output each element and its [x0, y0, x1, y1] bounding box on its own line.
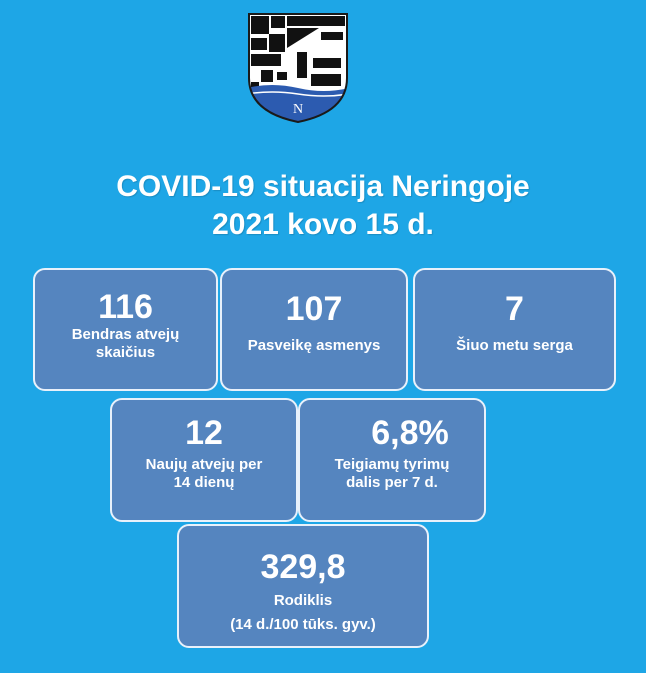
stat-value: 116: [98, 288, 153, 326]
stat-label: skaičius: [95, 344, 156, 361]
stat-label: Bendras atvejų: [71, 326, 180, 343]
stat-card-incidence-rate: [177, 524, 429, 648]
stat-card-total-cases: [33, 268, 218, 391]
stat-value: 329,8: [260, 548, 346, 586]
page-date: 2021 kovo 15 d.: [212, 208, 434, 241]
stat-label: (14 d./100 tūks. gyv.): [230, 616, 376, 633]
stat-value: 7: [505, 290, 524, 328]
stat-card-new-cases-14-days: [110, 398, 298, 522]
stat-card-positive-tests: [298, 398, 486, 522]
stat-card-recovered: [220, 268, 408, 391]
stat-label: Naujų atvejų per: [145, 456, 263, 473]
neringa-coat-of-arms-logo: [247, 12, 349, 124]
stat-label: Rodiklis: [273, 592, 333, 609]
stat-label: Šiuo metu serga: [456, 337, 573, 354]
stat-card-currently-ill: [413, 268, 616, 391]
stat-value: 12: [185, 414, 223, 452]
stat-label: 14 dienų: [173, 474, 235, 491]
crest-letter: N: [292, 102, 304, 117]
stat-label: Teigiamų tyrimų: [334, 456, 450, 473]
stat-label: dalis per 7 d.: [346, 474, 438, 491]
page-title: COVID-19 situacija Neringoje: [116, 170, 530, 203]
stat-label: Pasveikę asmenys: [247, 337, 381, 354]
stat-value: 107: [285, 290, 343, 328]
stat-value: 6,8%: [371, 414, 449, 452]
